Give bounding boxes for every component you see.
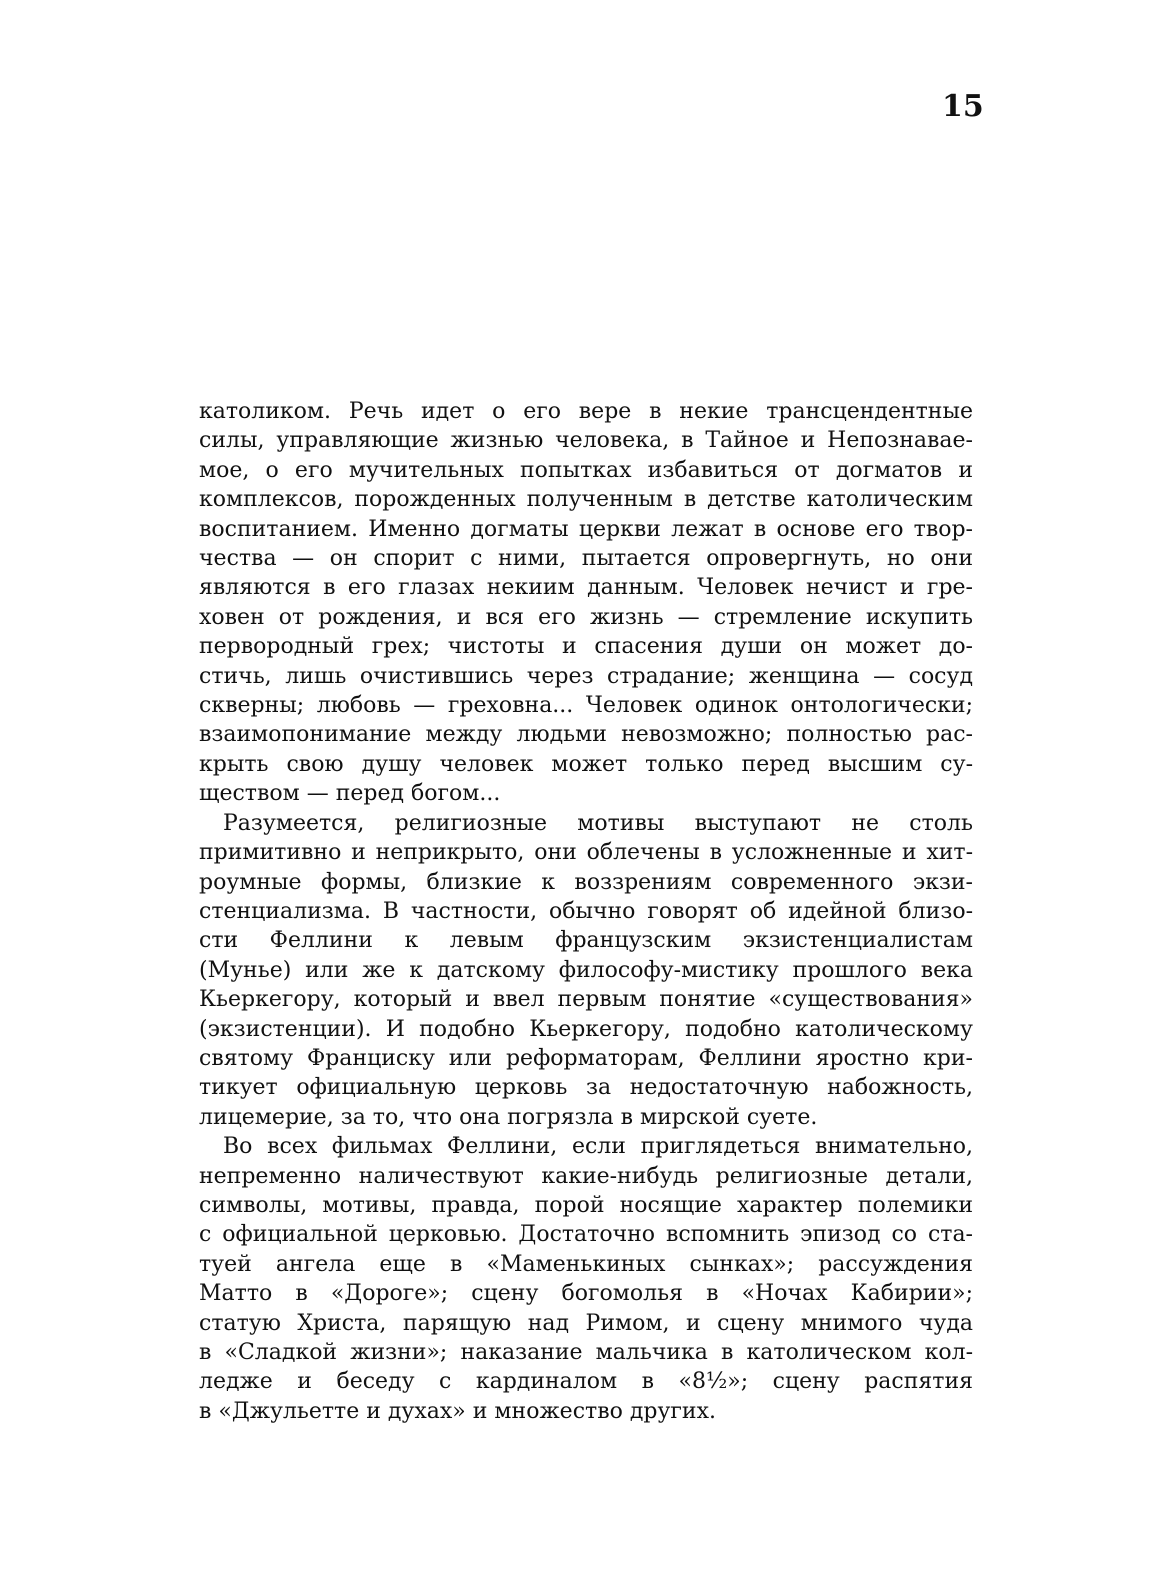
text-line: Во всех фильмах Феллини, если приглядеться внимательно, xyxy=(223,1134,973,1160)
text-line: ществом — перед богом... xyxy=(199,781,501,807)
text-line: ледже и беседу с кардиналом в «8½»; сцену распятия xyxy=(199,1369,973,1395)
text-line: взаимопонимание между людьми невозможно; полностью рас- xyxy=(199,722,973,748)
text-line: символы, мотивы, правда, порой носящие характер полемики xyxy=(199,1192,973,1218)
text-line: ховен от рождения, и вся его жизнь — стремление искупить xyxy=(199,604,973,630)
text-line: Матто в «Дороге»; сцену богомолья в «Ночах Кабирии»; xyxy=(199,1281,973,1307)
page-number: 15 xyxy=(942,89,984,124)
text-line: тикует официальную церковь за недостаточную набожность, xyxy=(199,1075,973,1101)
text-line: воспитанием. Именно догматы церкви лежат в основе его твор- xyxy=(199,516,973,542)
text-line: (экзистенции). И подобно Кьеркегору, подобно католическому xyxy=(199,1016,973,1042)
text-line: стенциализма. В частности, обычно говорят об идейной близо- xyxy=(199,898,973,924)
text-line: примитивно и неприкрыто, они облечены в усложненные и хит- xyxy=(199,840,973,866)
text-line: роумные формы, близкие к воззрениям современного экзи- xyxy=(199,869,973,895)
text-line: с официальной церковью. Достаточно вспомнить эпизод со ста- xyxy=(199,1222,973,1248)
text-line: католиком. Речь идет о его вере в некие трансцендентные xyxy=(199,399,973,424)
text-line: в «Сладкой жизни»; наказание мальчика в католическом кол- xyxy=(199,1340,973,1365)
text-line: лицемерие, за то, что она погрязла в мирской суете. xyxy=(199,1104,818,1130)
text-line: сти Феллини к левым французским экзистенциалистам xyxy=(199,928,973,954)
paragraph-3 xyxy=(199,1132,973,1426)
text-line: мое, о его мучительных попытках избавиться от догматов и xyxy=(199,457,973,483)
paragraph-1 xyxy=(199,397,973,809)
text-line: в «Джульетте и духах» и множество других. xyxy=(199,1398,716,1424)
text-line: святому Франциску или реформаторам, Феллини яростно кри- xyxy=(199,1045,973,1071)
text-line: комплексов, порожденных полученным в детстве католическим xyxy=(199,487,973,513)
text-line: статую Христа, парящую над Римом, и сцену мнимого чуда xyxy=(199,1310,973,1336)
text-line: первородный грех; чистоты и спасения души он может до- xyxy=(199,634,973,660)
text-line: скверны; любовь — греховна... Человек одинок онтологически; xyxy=(199,693,973,719)
text-line: туей ангела еще в «Маменькиных сынках»; рассуждения xyxy=(199,1251,973,1277)
text-line: силы, управляющие жизнью человека, в Тайное и Непознавае- xyxy=(199,428,973,454)
paragraph-2 xyxy=(199,809,973,1132)
text-line: Разумеется, религиозные мотивы выступают не столь xyxy=(223,810,973,836)
text-line: непременно наличествуют какие-нибудь религиозные детали, xyxy=(199,1163,973,1189)
text-line: стичь, лишь очистившись через страдание; женщина — сосуд xyxy=(199,663,973,689)
text-line: Кьеркегору, который и ввел первым понятие «существования» xyxy=(199,987,973,1013)
text-line: (Мунье) или же к датскому философу-мистику прошлого века xyxy=(199,957,973,983)
body-text xyxy=(199,397,973,1426)
text-line: чества — он спорит с ними, пытается опровергнуть, но они xyxy=(199,546,973,572)
text-line: являются в его глазах некиим данным. Человек нечист и гре- xyxy=(199,575,973,601)
text-line: крыть свою душу человек может только перед высшим су- xyxy=(199,751,973,777)
